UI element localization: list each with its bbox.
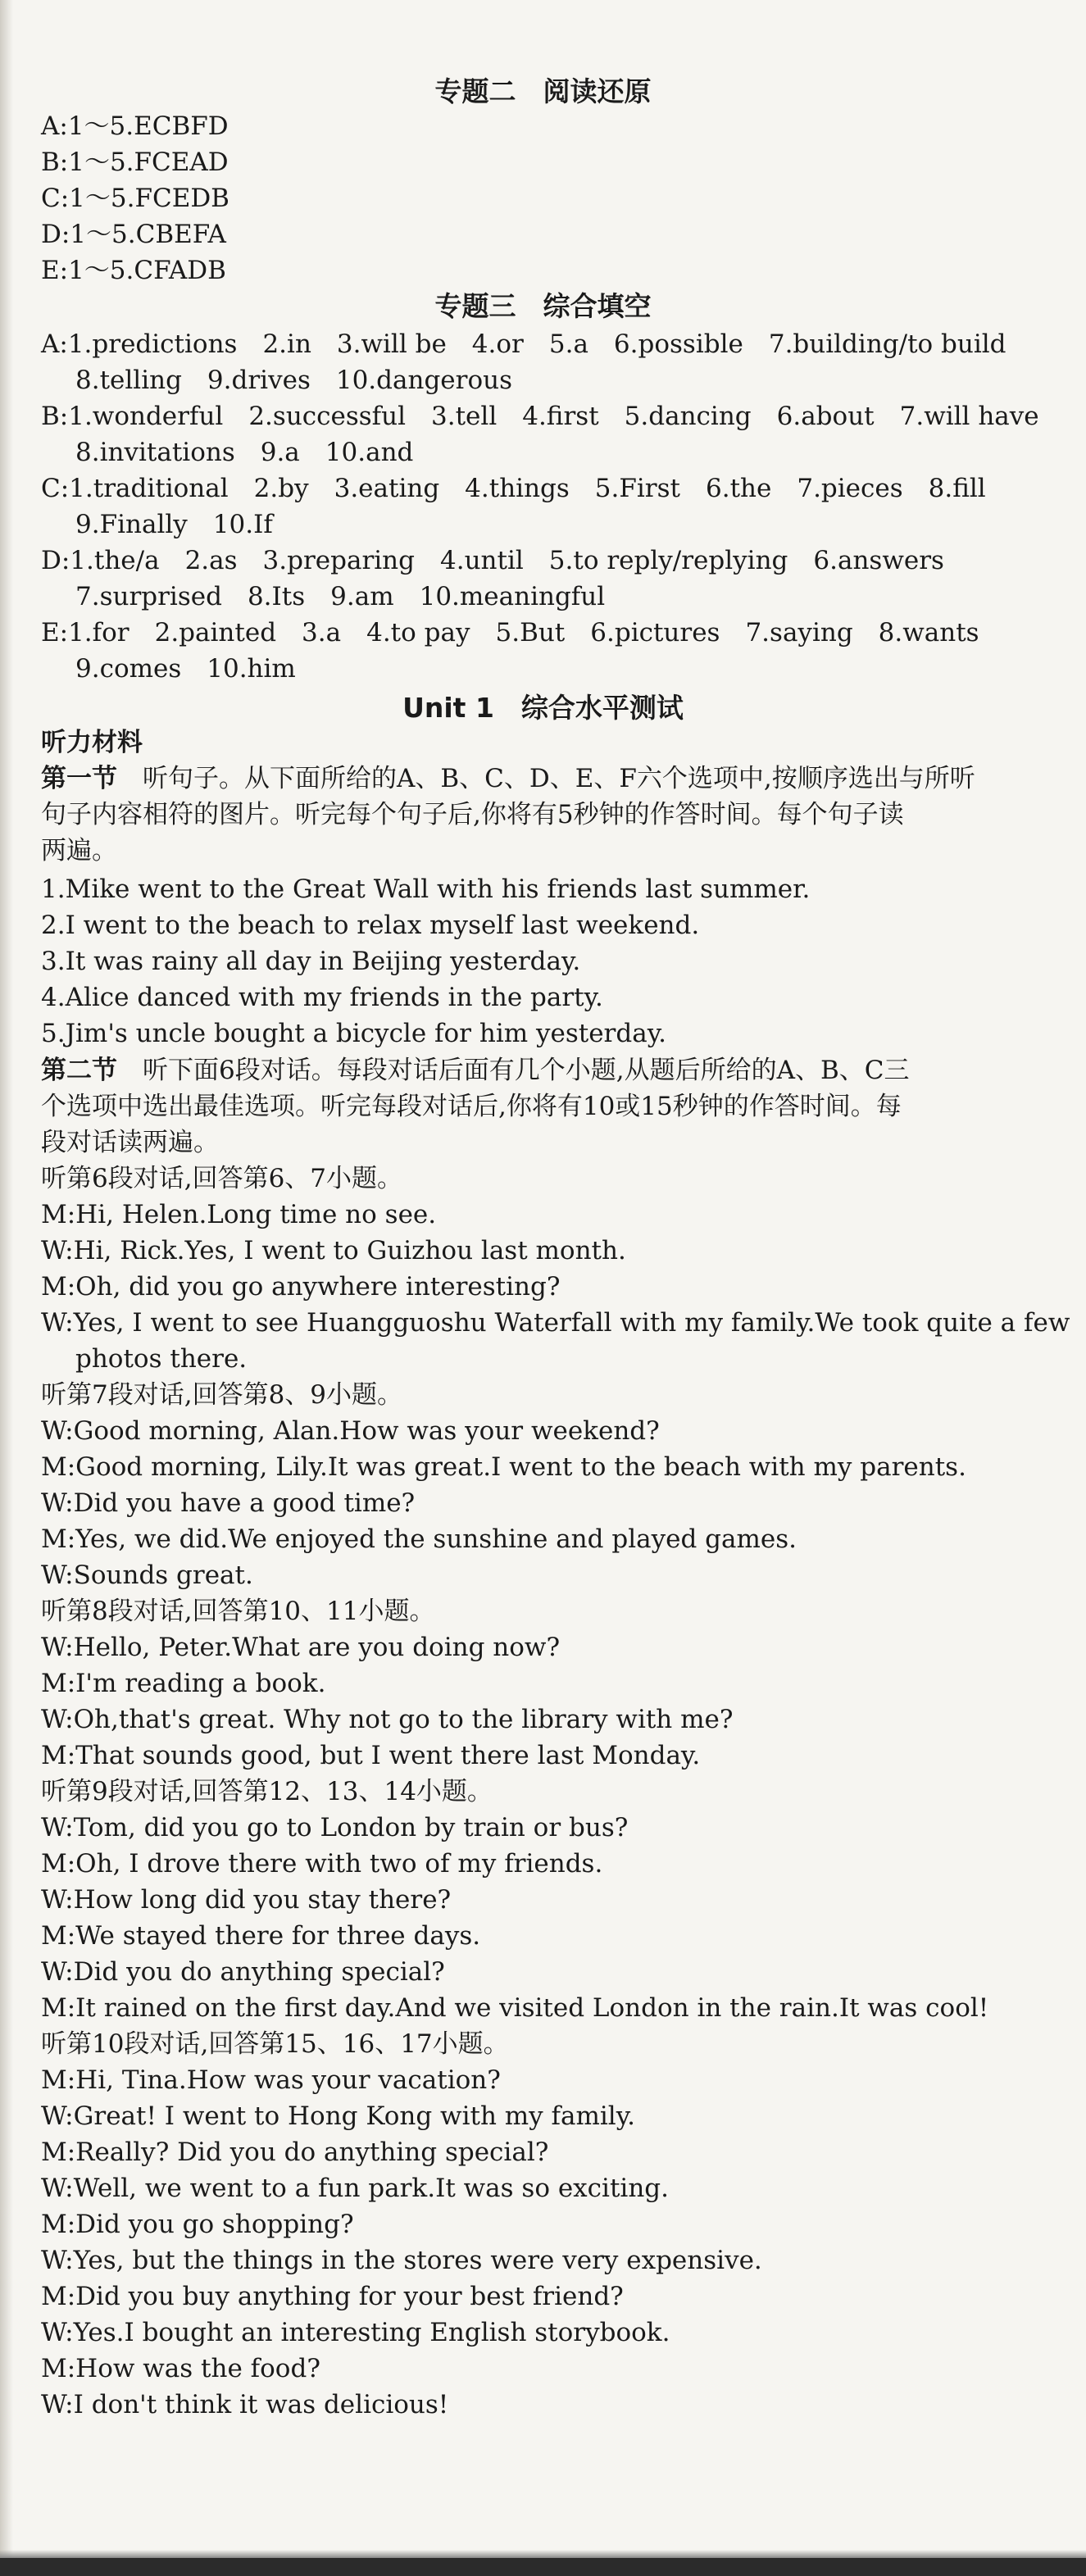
answer-line: C:1.traditional 2.by 3.eating 4.things 5.First 6.the 7.pieces 8.fill bbox=[41, 474, 986, 503]
part1-label: 第一节 bbox=[41, 764, 117, 793]
dialogue-line: M:Hi, Helen.Long time no see. bbox=[41, 1200, 437, 1229]
dialogue-heading: 听第7段对话,回答第8、9小题。 bbox=[41, 1380, 403, 1410]
part2-instruction bbox=[41, 1052, 1061, 1088]
dialogue-line: M:Oh, did you go anywhere interesting? bbox=[41, 1272, 561, 1302]
dialogue-line: W:How long did you stay there? bbox=[41, 1885, 452, 1915]
dialogue-line: W:Hi, Rick.Yes, I went to Guizhou last month. bbox=[41, 1236, 626, 1265]
dialogue-line: W:Well, we went to a fun park.It was so exciting. bbox=[41, 2174, 669, 2203]
dialogue-line: M:Did you buy anything for your best friend? bbox=[41, 2282, 624, 2311]
dialogue-line: M:Good morning, Lily.It was great.I went to the beach with my parents. bbox=[41, 1452, 966, 1482]
dialogue-line: W:Good morning, Alan.How was your weekend? bbox=[41, 1416, 660, 1446]
part1-instruction: 两遍。 bbox=[41, 836, 117, 865]
part2-instruction: 个选项中选出最佳选项。听完每段对话后,你将有10或15秒钟的作答时间。每 bbox=[41, 1092, 902, 1121]
answer-line: 7.surprised 8.Its 9.am 10.meaningful bbox=[75, 582, 606, 611]
dialogue-line: M:Hi, Tina.How was your vacation? bbox=[41, 2065, 501, 2095]
part2-label: 第二节 bbox=[41, 1056, 117, 1085]
dialogue-line: M:Yes, we did.We enjoyed the sunshine and played games. bbox=[41, 1524, 797, 1554]
answer-line: B:1～5.FCEAD bbox=[41, 148, 229, 177]
answer-line: D:1～5.CBEFA bbox=[41, 220, 226, 249]
dialogue-line: M:We stayed there for three days. bbox=[41, 1921, 481, 1951]
dialogue-line: photos there. bbox=[75, 1344, 248, 1374]
dialogue-heading: 听第6段对话,回答第6、7小题。 bbox=[41, 1164, 403, 1193]
unit-title: Unit 1 综合水平测试 bbox=[402, 692, 684, 724]
dialogue-line: M:That sounds good, but I went there last Monday. bbox=[41, 1741, 701, 1770]
listening-sentence: 5.Jim's uncle bought a bicycle for him yesterday. bbox=[41, 1019, 666, 1048]
dialogue-heading: 听第8段对话,回答第10、11小题。 bbox=[41, 1597, 435, 1626]
part1-instruction bbox=[41, 761, 1061, 797]
answer-line: 9.Finally 10.If bbox=[75, 510, 273, 539]
page-bottom-edge bbox=[0, 2558, 1086, 2576]
dialogue-line: M:Really? Did you do anything special? bbox=[41, 2138, 549, 2167]
page-binding-edge bbox=[0, 0, 13, 2576]
answer-line: D:1.the/a 2.as 3.preparing 4.until 5.to reply/replying 6.answers bbox=[41, 546, 944, 575]
dialogue-heading: 听第10段对话,回答第15、16、17小题。 bbox=[41, 2029, 509, 2059]
dialogue-line: M:It rained on the first day.And we visited London in the rain.It was cool! bbox=[41, 1993, 989, 2023]
answer-line: B:1.wonderful 2.successful 3.tell 4.first 5.dancing 6.about 7.will have bbox=[41, 402, 1039, 431]
answer-line: A:1.predictions 2.in 3.will be 4.or 5.a 6.possible 7.building/to build bbox=[41, 329, 1006, 359]
dialogue-line: M:I'm reading a book. bbox=[41, 1669, 326, 1698]
part1-instruction: 句子内容相符的图片。听完每个句子后,你将有5秒钟的作答时间。每个句子读 bbox=[41, 800, 904, 829]
part1-instruction-text: 听句子。从下面所给的A、B、C、D、E、F六个选项中,按顺序选出与所听 bbox=[143, 764, 975, 793]
section3-title: 专题三 综合填空 bbox=[434, 290, 652, 322]
dialogue-line: W:Great! I went to Hong Kong with my family. bbox=[41, 2101, 635, 2131]
dialogue-line: M:How was the food? bbox=[41, 2354, 320, 2383]
unit-subtitle: 听力材料 bbox=[41, 728, 143, 757]
dialogue-line: M:Did you go shopping? bbox=[41, 2210, 354, 2239]
dialogue-line: M:Oh, I drove there with two of my friends. bbox=[41, 1849, 603, 1879]
listening-sentence: 2.I went to the beach to relax myself last weekend. bbox=[41, 911, 700, 940]
answer-line: E:1～5.CFADB bbox=[41, 256, 226, 285]
part2-instruction: 段对话读两遍。 bbox=[41, 1128, 219, 1157]
answer-line: 8.telling 9.drives 10.dangerous bbox=[75, 366, 512, 395]
part2-instruction-text: 听下面6段对话。每段对话后面有几个小题,从题后所给的A、B、C三 bbox=[143, 1056, 910, 1085]
dialogue-heading: 听第9段对话,回答第12、13、14小题。 bbox=[41, 1777, 493, 1806]
dialogue-line: W:Yes.I bought an interesting English storybook. bbox=[41, 2318, 670, 2347]
listening-sentence: 4.Alice danced with my friends in the party. bbox=[41, 983, 603, 1012]
answer-line: E:1.for 2.painted 3.a 4.to pay 5.But 6.pictures 7.saying 8.wants bbox=[41, 618, 979, 647]
dialogue-line: W:I don't think it was delicious! bbox=[41, 2390, 449, 2419]
answer-line: 9.comes 10.him bbox=[75, 654, 296, 684]
dialogue-line: W:Oh,that's great. Why not go to the library with me? bbox=[41, 1705, 734, 1734]
dialogue-line: W:Yes, I went to see Huangguoshu Waterfall with my family.We took quite a few bbox=[41, 1308, 1070, 1338]
dialogue-line: W:Yes, but the things in the stores were very expensive. bbox=[41, 2246, 762, 2275]
section2-title: 专题二 阅读还原 bbox=[434, 75, 652, 107]
listening-sentence: 3.It was rainy all day in Beijing yesterday. bbox=[41, 947, 581, 976]
answer-line: A:1～5.ECBFD bbox=[41, 111, 229, 141]
answer-line: C:1～5.FCEDB bbox=[41, 184, 229, 213]
listening-sentence: 1.Mike went to the Great Wall with his friends last summer. bbox=[41, 875, 811, 904]
dialogue-line: W:Tom, did you go to London by train or bus? bbox=[41, 1813, 629, 1842]
dialogue-line: W:Sounds great. bbox=[41, 1561, 253, 1590]
page-bottom-shadow bbox=[0, 2550, 1086, 2558]
dialogue-line: W:Hello, Peter.What are you doing now? bbox=[41, 1633, 561, 1662]
answer-line: 8.invitations 9.a 10.and bbox=[75, 438, 414, 467]
dialogue-line: W:Did you do anything special? bbox=[41, 1957, 445, 1987]
dialogue-line: W:Did you have a good time? bbox=[41, 1488, 416, 1518]
